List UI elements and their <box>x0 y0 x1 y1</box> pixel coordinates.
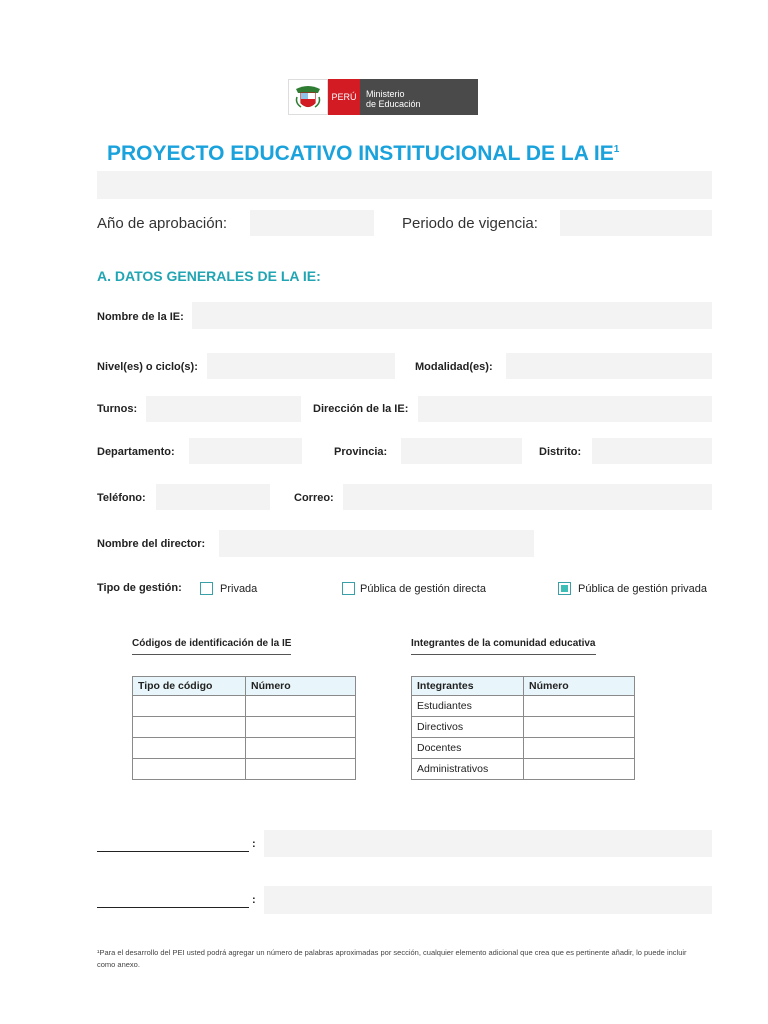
table-row <box>133 717 356 738</box>
private-checkbox[interactable] <box>200 582 213 595</box>
custom-label-line-2[interactable] <box>97 907 249 908</box>
public-direct-option-label: Pública de gestión directa <box>360 583 486 595</box>
district-label: Distrito: <box>539 446 582 458</box>
address-field[interactable] <box>418 396 712 422</box>
validity-period-field[interactable] <box>560 210 712 236</box>
code-type-cell[interactable] <box>133 696 246 717</box>
members-number-header: Número <box>524 677 635 696</box>
district-field[interactable] <box>592 438 712 464</box>
validity-period-label: Periodo de vigencia: <box>402 215 538 232</box>
phone-label: Teléfono: <box>97 492 146 504</box>
table-row <box>133 696 356 717</box>
director-label: Nombre del director: <box>97 538 206 550</box>
modality-label: Modalidad(es): <box>415 361 493 373</box>
table-row <box>133 759 356 780</box>
members-header: Integrantes <box>412 677 524 696</box>
page-title-text: PROYECTO EDUCATIVO INSTITUCIONAL DE LA IE <box>107 142 614 165</box>
member-type-cell: Directivos <box>412 717 524 738</box>
public-private-checkbox[interactable] <box>558 582 571 595</box>
code-number-cell[interactable] <box>246 759 356 780</box>
codes-table <box>132 676 356 780</box>
section-a-title: A. DATOS GENERALES DE LA IE: <box>97 268 321 284</box>
custom-field-2[interactable] <box>264 886 712 914</box>
member-number-cell[interactable] <box>524 696 635 717</box>
approval-year-field[interactable] <box>250 210 374 236</box>
table-row <box>412 738 635 759</box>
colon-1: : <box>252 838 256 850</box>
peru-label: PERÚ <box>328 79 360 115</box>
member-number-cell[interactable] <box>524 738 635 759</box>
public-private-option-label: Pública de gestión privada <box>578 583 708 595</box>
footnote: ¹Para el desarrollo del PEI usted podrá agregar un número de palabras aproximadas por sección, cualquier elemento adicional que crea que es pertinente añadir, lo puede incluir como anexo. <box>97 948 687 969</box>
private-option-label: Privada <box>220 583 258 595</box>
ministry-line-1: Ministerio <box>366 89 405 99</box>
custom-field-1[interactable] <box>264 830 712 857</box>
code-type-header: Tipo de código <box>133 677 246 696</box>
member-type-cell: Docentes <box>412 738 524 759</box>
custom-label-line-1[interactable] <box>97 851 249 852</box>
table-row <box>133 738 356 759</box>
code-number-cell[interactable] <box>246 738 356 759</box>
member-type-cell: Administrativos <box>412 759 524 780</box>
member-number-cell[interactable] <box>524 717 635 738</box>
members-table <box>411 676 635 780</box>
email-label: Correo: <box>294 492 334 504</box>
ie-name-label: Nombre de la IE: <box>97 311 184 323</box>
shifts-label: Turnos: <box>97 403 138 415</box>
members-table-caption: Integrantes de la comunidad educativa <box>411 638 596 655</box>
member-number-cell[interactable] <box>524 759 635 780</box>
ministry-line-2: de Educación <box>366 99 421 109</box>
code-number-cell[interactable] <box>246 717 356 738</box>
coat-of-arms-icon <box>288 79 328 115</box>
code-number-header: Número <box>246 677 356 696</box>
province-label: Provincia: <box>334 446 388 458</box>
table-row <box>412 717 635 738</box>
member-type-cell: Estudiantes <box>412 696 524 717</box>
page-title <box>107 142 619 166</box>
approval-year-label: Año de aprobación: <box>97 215 228 232</box>
colon-2: : <box>252 894 256 906</box>
phone-field[interactable] <box>156 484 270 510</box>
management-type-label: Tipo de gestión: <box>97 582 182 594</box>
levels-label: Nivel(es) o ciclo(s): <box>97 361 198 373</box>
shifts-field[interactable] <box>146 396 301 422</box>
director-field[interactable] <box>219 530 534 557</box>
department-label: Departamento: <box>97 446 175 458</box>
levels-field[interactable] <box>207 353 395 379</box>
ministry-logo <box>288 79 478 115</box>
code-type-cell[interactable] <box>133 759 246 780</box>
province-field[interactable] <box>401 438 522 464</box>
code-type-cell[interactable] <box>133 738 246 759</box>
email-field[interactable] <box>343 484 712 510</box>
modality-field[interactable] <box>506 353 712 379</box>
code-number-cell[interactable] <box>246 696 356 717</box>
ministry-name <box>360 79 478 115</box>
address-label: Dirección de la IE: <box>313 403 409 415</box>
footnote-mark: 1 <box>613 144 620 155</box>
department-field[interactable] <box>189 438 302 464</box>
ie-name-title-field[interactable] <box>97 171 712 199</box>
code-type-cell[interactable] <box>133 717 246 738</box>
table-row <box>412 759 635 780</box>
codes-table-caption: Códigos de identificación de la IE <box>132 638 291 655</box>
ie-name-field[interactable] <box>192 302 712 329</box>
table-row <box>412 696 635 717</box>
public-direct-checkbox[interactable] <box>342 582 355 595</box>
